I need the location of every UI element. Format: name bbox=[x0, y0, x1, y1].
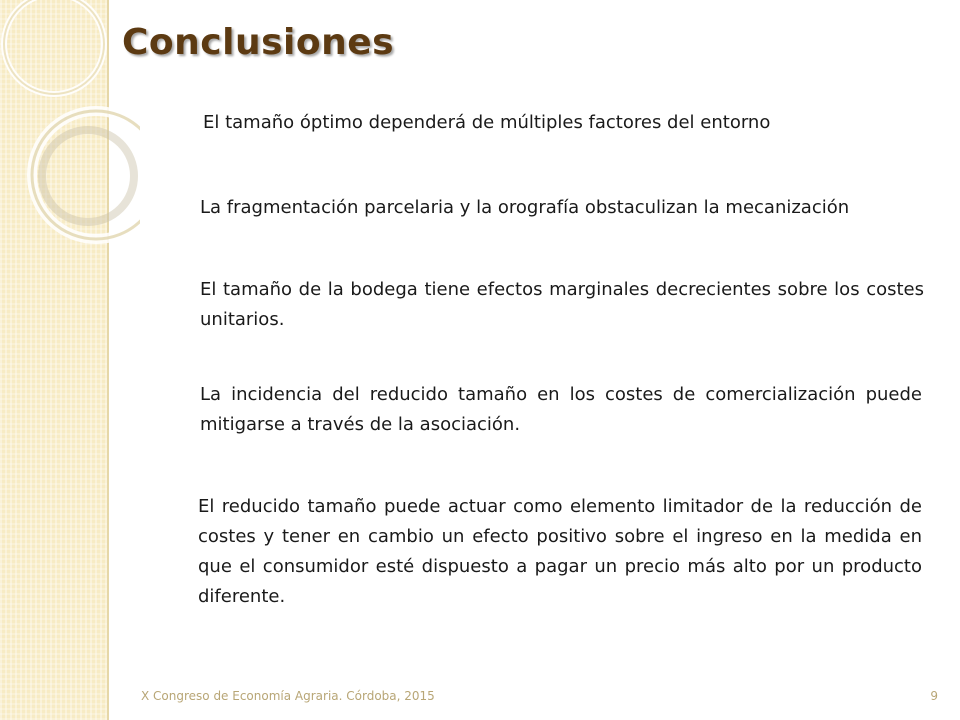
decorative-circles bbox=[0, 0, 140, 260]
conclusion-point-1: El tamaño óptimo dependerá de múltiples factores del entorno bbox=[203, 112, 771, 133]
conclusion-point-3: El tamaño de la bodega tiene efectos marginales decrecientes sobre los costes unitarios. bbox=[200, 279, 924, 330]
slide-title: Conclusiones bbox=[122, 22, 395, 63]
page-number: 9 bbox=[930, 689, 938, 703]
conclusion-point-4: La incidencia del reducido tamaño en los costes de comercialización puede mitigarse a través de la asociación. bbox=[200, 384, 922, 435]
conclusion-point-5: El reducido tamaño puede actuar como elemento limitador de la reducción de costes y tener en cambio un efecto positivo sobre el ingreso en la medida en que el consumidor esté dispuesto a pagar un precio más alto por un producto diferente. bbox=[198, 496, 922, 607]
decorative-circle-inner bbox=[42, 130, 134, 222]
conclusion-point-2: La fragmentación parcelaria y la orografía obstaculizan la mecanización bbox=[200, 197, 850, 218]
footer-text: X Congreso de Economía Agraria. Córdoba, 2015 bbox=[141, 689, 435, 703]
